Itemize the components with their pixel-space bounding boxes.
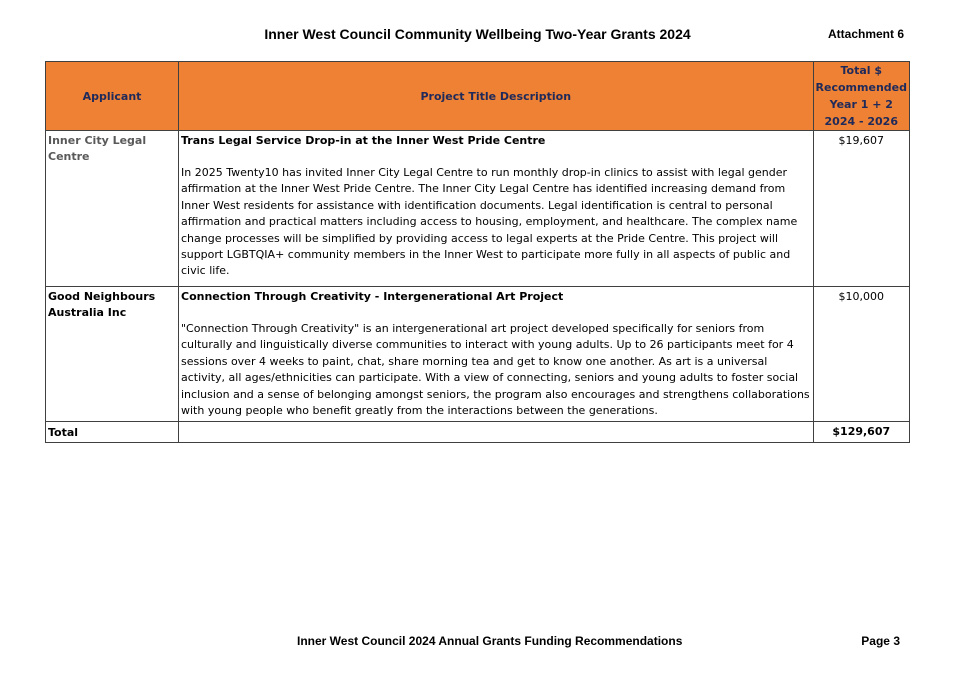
column-header-project: Project Title Description <box>179 62 814 131</box>
table-row <box>46 287 910 422</box>
project-cell <box>179 287 814 422</box>
table-row <box>46 131 910 287</box>
applicant-name: Good Neighbours Australia Inc <box>48 290 156 319</box>
attachment-label: Attachment 6 <box>827 27 904 41</box>
table-header-row <box>46 62 910 131</box>
column-header-applicant: Applicant <box>46 62 179 131</box>
project-cell <box>179 131 814 287</box>
amount-header-line: Total $ <box>840 64 883 77</box>
amount-value: $19,607 <box>838 134 885 147</box>
total-empty-cell <box>179 422 814 443</box>
total-label: Total <box>46 422 179 443</box>
column-header-amount <box>813 62 909 131</box>
amount-header-line: Recommended <box>815 81 907 94</box>
amount-cell <box>813 131 909 287</box>
project-description: "Connection Through Creativity" is an intergenerational art project developed specifically for seniors from culturally and linguistically diverse communities to interact with young adults. Up to 26 participants meet for 4 sessions over 4 weeks to paint, chat, share morning tea and get to know one another. As art is a universal activity, all ages/ethnicities can participate. With a view of connecting, seniors and young adults to foster social inclusion and a sense of belonging amongst seniors, the program also encourages and strengthens collaborations with young people who benefit greatly from the interactions between the generations. <box>181 322 810 418</box>
page-number: Page 3 <box>861 634 900 648</box>
footer-text: Inner West Council 2024 Annual Grants Funding Recommendations <box>297 634 683 648</box>
amount-header-line: Year 1 + 2 <box>829 98 893 111</box>
total-amount: $129,607 <box>813 422 909 443</box>
amount-cell <box>813 287 909 422</box>
page-title-text: Inner West Council Community Wellbeing Two-Year Grants 2024 <box>264 26 691 42</box>
project-title: Connection Through Creativity - Intergenerational Art Project <box>181 290 564 303</box>
grants-table <box>45 61 910 443</box>
total-row <box>46 422 910 443</box>
page-title <box>0 26 955 42</box>
project-title: Trans Legal Service Drop-in at the Inner West Pride Centre <box>181 134 546 147</box>
applicant-cell <box>46 287 179 422</box>
applicant-cell <box>46 131 179 287</box>
amount-header-line: 2024 - 2026 <box>824 115 898 128</box>
amount-value: $10,000 <box>838 290 885 303</box>
project-description: In 2025 Twenty10 has invited Inner City Legal Centre to run monthly drop-in clinics to assist with legal gender affirmation at the Inner West Pride Centre. The Inner City Legal Centre has identified increasing demand from Inner West residents for assistance with identification documents. Legal identification is central to personal affirmation and practical matters including access to housing, employment, and healthcare. The complex name change processes will be simplified by providing access to legal experts at the Pride Centre. This project will support LGBTQIA+ community members in the Inner West to participate more fully in all aspects of public and civic life. <box>181 166 798 278</box>
applicant-name: Inner City Legal Centre <box>48 134 147 163</box>
